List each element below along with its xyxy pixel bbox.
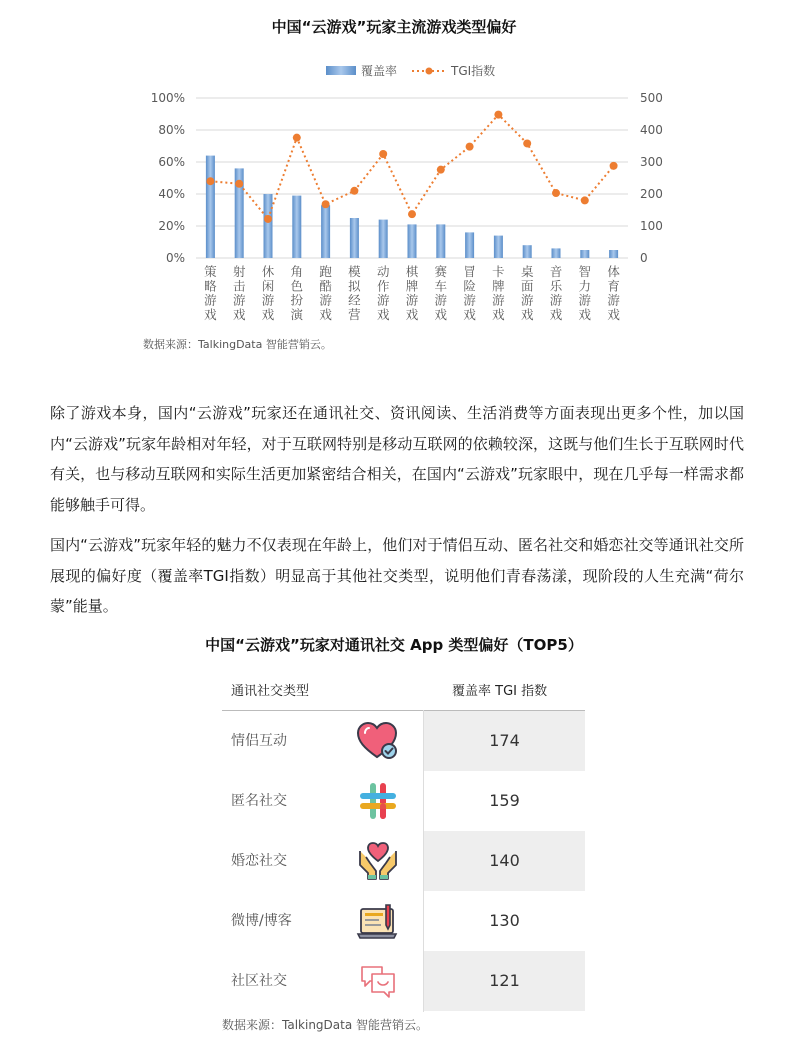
table-row [222,891,585,951]
hands-heart-icon [356,841,400,881]
category-label: 跑酷游戏 [319,264,332,322]
bar [552,248,561,258]
heart-check-icon [356,721,400,761]
category-label: 策略游戏 [204,264,217,322]
bar-line-chart [0,0,788,360]
bar [465,232,474,258]
tgi-point [293,134,301,142]
hash-grid-icon [356,781,400,821]
tgi-point [206,177,214,185]
left-tick-label: 80% [158,123,185,137]
bar [408,224,417,258]
legend-bar-swatch [326,66,356,75]
left-tick-label: 60% [158,155,185,169]
bar [609,250,618,258]
row-value: 121 [424,951,585,1011]
tgi-point [350,187,358,195]
bar [206,156,215,258]
category-label: 棋牌游戏 [405,264,419,322]
chart-title: 中国“云游戏”玩家主流游戏类型偏好 [271,18,517,36]
table-row [222,771,585,831]
tgi-point [466,143,474,151]
right-tick-label: 400 [640,123,663,137]
category-label: 卡牌游戏 [492,264,505,322]
left-tick-label: 40% [158,187,185,201]
category-label: 角色扮演 [290,264,304,322]
bar [580,250,589,258]
category-label: 智力游戏 [578,264,592,322]
category-label: 体育游戏 [607,264,620,322]
row-label: 微博/博客 [231,913,292,929]
row-label: 社区社交 [231,973,287,989]
row-value: 159 [489,791,520,810]
row-value: 130 [489,911,520,930]
laptop-pencil-icon [356,901,400,941]
tgi-point [408,210,416,218]
row-value: 140 [424,831,585,891]
category-label: 动作游戏 [376,264,390,322]
table-source: 数据来源：TalkingData 智能营销云。 [222,1018,429,1032]
legend-line-marker [426,68,433,75]
tgi-point [523,139,531,147]
tgi-point [581,196,589,204]
category-label: 冒险游戏 [463,264,476,322]
bar [264,194,273,258]
row-label: 情侣互动 [231,733,287,749]
category-label: 赛车游戏 [434,264,448,322]
paragraph-2: 国内“云游戏”玩家年轻的魅力不仅表现在年龄上，他们对于情侣互动、匿名社交和婚恋社交等通讯社交所展现的偏好度（覆盖率TGI指数）明显高于其他社交类型，说明他们青春荡漾，现阶段的人生充满“荷尔蒙”能量。 [50,536,744,615]
tgi-point [379,150,387,158]
table-row [222,831,585,891]
category-label: 休闲游戏 [261,264,275,322]
table-row [222,711,585,771]
right-tick-label: 200 [640,187,663,201]
tgi-point [322,200,330,208]
bar [350,218,359,258]
tgi-point [235,180,243,188]
left-tick-label: 0% [165,251,185,265]
bar [523,245,532,258]
right-tick-label: 100 [640,219,663,233]
category-label: 桌面游戏 [520,264,534,322]
bar [321,205,330,258]
bar [292,196,301,258]
table-row [222,951,585,1011]
left-tick-label: 20% [158,219,185,233]
category-label: 音乐游戏 [549,264,563,322]
tgi-point [437,166,445,174]
tgi-point [494,111,502,119]
tgi-point [552,189,560,197]
column-header-tgi: 覆盖率 TGI 指数 [452,684,548,699]
table-title: 中国“云游戏”玩家对通讯社交 App 类型偏好（TOP5） [205,636,583,654]
tgi-point [610,162,618,170]
legend-bar-label: 覆盖率 [361,64,398,78]
column-header-type: 通讯社交类型 [231,684,310,699]
bar [494,236,503,258]
legend-line-label: TGI指数 [451,64,496,78]
right-tick-label: 0 [640,251,648,265]
bar [379,220,388,258]
category-label: 模拟经营 [348,264,361,322]
category-label: 射击游戏 [232,264,246,322]
bar [436,224,445,258]
row-label: 匿名社交 [231,793,287,809]
row-label: 婚恋社交 [231,853,287,869]
left-tick-label: 100% [150,91,185,105]
paragraph-1: 除了游戏本身，国内“云游戏”玩家还在通讯社交、资讯阅读、生活消费等方面表现出更多个性，加以国内“云游戏”玩家年龄相对年轻，对于互联网特别是移动互联网的依赖较深，这既与他们生长于互联网时代有关，也与移动互联网和实际生活更加紧密结合相关，在国内“云游戏”玩家眼中，现在几乎每一样需求都能够触手可得。 [50,404,744,514]
row-value: 174 [424,711,585,771]
chart-source: 数据来源：TalkingData 智能营销云。 [143,338,332,351]
tgi-point [264,215,272,223]
right-tick-label: 500 [640,91,663,105]
right-tick-label: 300 [640,155,663,169]
chat-bubbles-icon [356,961,400,1001]
